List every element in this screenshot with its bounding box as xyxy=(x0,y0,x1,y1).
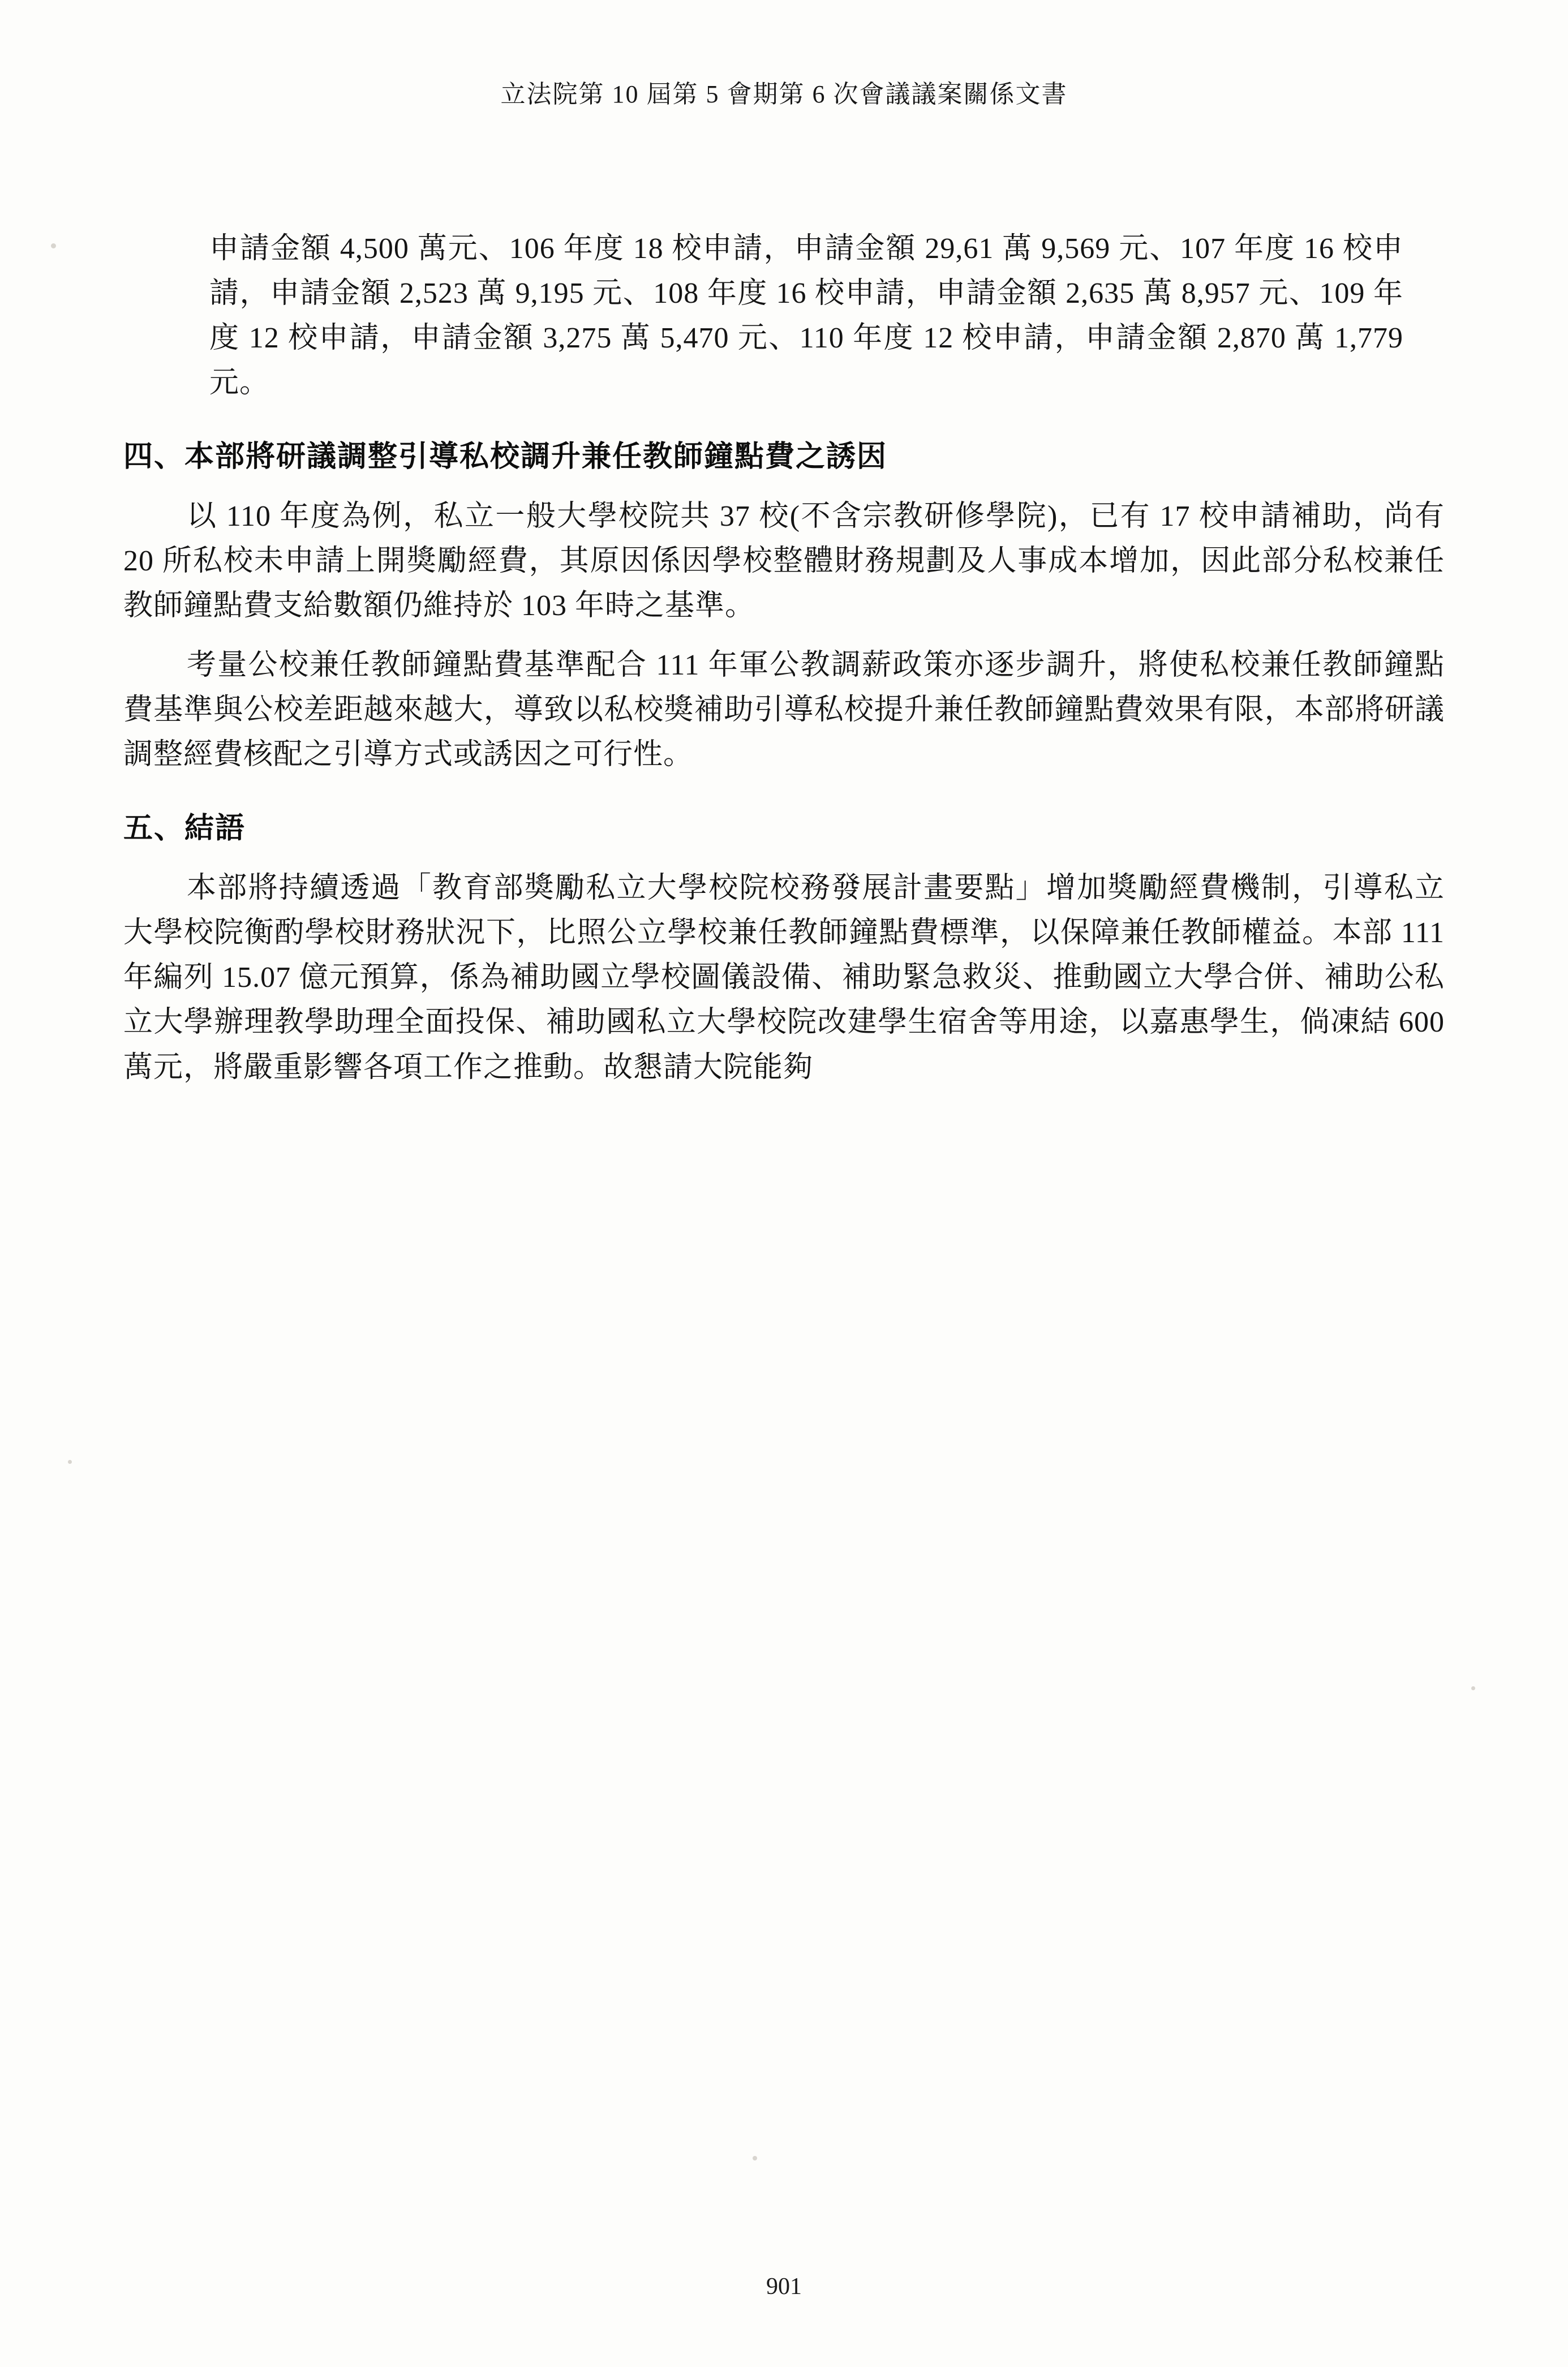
paragraph-four-2: 考量公校兼任教師鐘點費基準配合 111 年軍公教調薪政策亦逐步調升，將使私校兼任教師鐘點費基準與公校差距越來越大，導致以私校獎補助引導私校提升兼任教師鐘點費效果有限，本部將研議調整經費核配之引導方式或誘因之可行性。 xyxy=(123,649,1445,771)
paragraph-continued: 申請金額 4,500 萬元、106 年度 18 校申請，申請金額 29,61 萬 9,569 元、107 年度 16 校申請，申請金額 2,523 萬 9,195 元、108 年度 16 校申請，申請金額 2,635 萬 8,957 元、109 年度 12 校申請，申請金額 3,275 萬 5,470 元、110 年度 12 校申請，申請金額 2,870 萬 1,779 元。 xyxy=(209,233,1403,399)
page-number: 901 xyxy=(766,2274,802,2300)
scan-speck xyxy=(1471,1686,1475,1690)
section-heading-five: 五、結語 xyxy=(123,813,246,845)
page-header: 立法院第 10 屆第 5 會期第 6 次會議議案關係文書 xyxy=(500,80,1068,108)
document-body xyxy=(123,226,1445,1090)
paragraph-five-1: 本部將持續透過「教育部獎勵私立大學校院校務發展計畫要點」增加獎勵經費機制，引導私立大學校院衡酌學校財務狀況下，比照公立學校兼任教師鐘點費標準，以保障兼任教師權益。本部 111 年編列 15.07 億元預算，係為補助國立學校圖儀設備、補助緊急救災、推動國立大學合併、補助公私立大學辦理教學助理全面投保、補助國私立大學校院改建學生宿舍等用途，以嘉惠學生，倘凍結 600 萬元，將嚴重影響各項工作之推動。故懇請大院能夠 xyxy=(123,872,1445,1084)
paragraph-four-1: 以 110 年度為例，私立一般大學校院共 37 校(不含宗教研修學院)，已有 17 校申請補助，尚有 20 所私校未申請上開獎勵經費，其原因係因學校整體財務規劃及人事成本增加，因此部分私校兼任教師鐘點費支給數額仍維持於 103 年時之基準。 xyxy=(123,500,1445,622)
scan-speck xyxy=(753,2156,757,2160)
scan-speck xyxy=(68,1460,72,1464)
scan-speck xyxy=(51,243,56,248)
section-heading-four: 四、本部將研議調整引導私校調升兼任教師鐘點費之誘因 xyxy=(123,441,888,474)
